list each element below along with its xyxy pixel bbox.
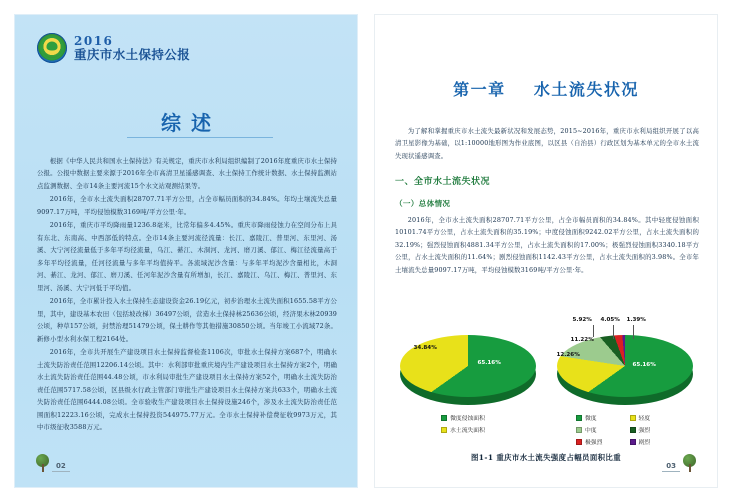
tree-icon [682,454,697,473]
pie-left-label-0: 65.16% [477,360,501,366]
page-number: 02 [52,462,70,472]
leader-line [633,325,634,339]
legend-label: 极强烈 [585,440,603,446]
legend-swatch-icon [576,415,582,421]
legend-label: 强烈 [638,428,651,434]
pie-right-label-0: 65.16% [632,362,656,368]
legend-swatch-icon [630,439,636,445]
legend-label: 微度侵蚀面积 [450,416,485,422]
paragraph: 2016年，全市共开展生产建设项目水土保持监督检查1106次，审批水土保持方案687个，明确水土流失防治责任范围12206.14公顷。其中：水利部审批重庆境内生产建设项目水土保持方案2个，明确水土流失防治责任范围44.48公顷，市水利局审批生产建设项目水土保持方案52个，明确水土流失防治责任范围5717.58公顷，区县级水行政主管部门审批生产建设项目水土保持方案共633个，明确水土流失防治责任范围6444.08公顷。全市验收生产建设项目水土保持设施246个，涉及水土流失防治责任范围面积12223.16公顷，完成水土保持投资544975.77万元。全市水土保持补偿费征收9973万元，其中市级征收3588万元。 [37,348,337,432]
paragraph: 根据《中华人民共和国水土保持法》有关规定，重庆市水利局组织编制了2016年度重庆市水土保持公报。公报中数据主要来源于2016年全市高清卫星遥感调查、水土保持工作统计数据、水土保持监测站点监测数据、全市14条主要河流15个水文站观测结果等。 [37,157,337,190]
legend-item [441,413,494,422]
legend-label: 剧烈 [638,440,651,446]
section-heading-1: 一、全市水土流失状况 [395,177,491,188]
paragraph: 2016年，重庆市平均降雨量1236.8毫米，比常年偏多4.45%。重庆市降雨侵蚀力在空间分布上具有东北、东南高、中西部低的特点。全市14条主要河流径流量：长江、嘉陵江、普里河、东里河、汤溪、大宁河径流量低于多年平均径流量，乌江、綦江、木洞河、龙河、磨刀溪、郁江、梅江径流量高于多年平均径流量，任河径流量与多年平均值持平。各流域泥沙含量：与多年平均泥沙含量相比，木洞河、綦江、龙河、郁江、磨刀溪、任河年泥沙含量有所增加，长江、嘉陵江、乌江、梅江、普里河、东里河、汤溪、大宁河低于平均值。 [37,221,337,292]
left-body-text [37,155,337,435]
chart-row [389,315,703,446]
masthead-year: 2016 [74,33,114,48]
pie-left-label-1: 34.84% [413,345,437,351]
left-page-footer [35,454,70,473]
masthead [37,33,190,63]
legend-item [576,437,620,446]
intro-paragraph: 为了解和掌握重庆市水土流失最新状况和发展态势，2015~2016年，重庆市水利局组织开展了以高清卫星影像为基础，以1:10000地形图为作业底图，以区县（自治县）行政区划为基本单元的全市水土流失现状遥感调查。 [395,127,699,160]
circular-emblem-icon [37,33,67,63]
legend-swatch-icon [576,427,582,433]
legend-label: 水土流失面积 [450,428,485,434]
pie-chart-right [546,315,703,446]
emblem-leaf [47,42,58,51]
masthead-text [74,35,190,62]
pie-right-label-5: 1.39% [626,317,646,323]
body-paragraph: 2016年，全市水土流失面积28707.71平方公里，占全市幅员面积的34.84%。其中轻度侵蚀面积10101.74平方公里，占水土流失面积的35.19%；中度侵蚀面积9242.02平方公里，占水土流失面积的32.19%；强烈侵蚀面积4881.34平方公里，占水土流失面积的17.00%；极强烈侵蚀面积3340.18平方公里，占水土流失面积的11.64%；剧烈侵蚀面积1142.43平方公里，占水土流失面积的3.98%。全市年土壤流失总量9097.17万吨，平均侵蚀模数3169吨/平方公里·年。 [395,215,699,274]
right-page [366,0,732,500]
chapter-title [375,77,717,100]
legend-swatch-icon [441,415,447,421]
chapter-number: 第一章 [453,80,506,99]
title-underline [127,137,273,138]
figure-caption: 图1-1 重庆市水土流失强度占幅员面积比重 [471,453,621,462]
legend-swatch-icon [630,415,636,421]
figure-1-1 [389,315,703,462]
leader-line [593,325,594,337]
pie-right-label-1: 12.26% [556,352,580,358]
page-title: 综述 [161,111,221,135]
legend-swatch-icon [576,439,582,445]
legend-label: 中度 [585,428,597,434]
right-page-footer [662,454,697,473]
masthead-title: 重庆市水土保持公报 [74,47,191,63]
legend-item [576,413,620,422]
page-number: 03 [662,462,680,472]
legend-item [630,437,674,446]
section-heading-2: （一）总体情况 [395,199,451,208]
pie-right-top [557,335,693,397]
pie-right-label-3: 5.92% [572,317,592,323]
right-body-text [395,125,699,276]
right-page-surface [374,14,718,488]
pie-right-legend [550,413,700,446]
legend-swatch-icon [630,427,636,433]
legend-label: 微度 [585,416,597,422]
left-page-surface [14,14,358,488]
tree-trunk [42,464,44,472]
pie-right-label-4: 4.05% [600,317,620,323]
pie-chart-left [389,315,546,434]
pie-left-canvas [392,315,544,407]
pie-right-label-2: 11.22% [570,337,594,343]
leader-line [613,325,614,339]
legend-swatch-icon [441,427,447,433]
chapter-title-main: 水土流失状况 [533,80,639,99]
paragraph: 2016年，全市水土流失面积28707.71平方公里，占全市幅员面积的34.84%。年均土壤流失总量9097.17万吨，平均侵蚀模数3169吨/平方公里·年。 [37,195,337,216]
legend-item [630,425,674,434]
tree-icon [35,454,50,473]
paragraph: 2016年，全市累计投入水土保持生态建设资金26.19亿元，初步治理水土流失面积1655.58平方公里，其中，建设基本农田（包括坡改梯）36497公顷，营造水土保持林25636公顷，经济果木林20939公顷，种草157公顷，封禁治理51479公顷，保土耕作等其他措施30850公顷。当年竣工小流域72条。新修小型水利水保工程2164处。 [37,297,337,343]
tree-trunk [689,464,691,472]
legend-item [630,413,674,422]
pie-left-legend [413,413,523,434]
legend-label: 轻度 [638,416,651,422]
legend-item [441,425,494,434]
legend-item [576,425,620,434]
pie-right-canvas [549,315,701,407]
